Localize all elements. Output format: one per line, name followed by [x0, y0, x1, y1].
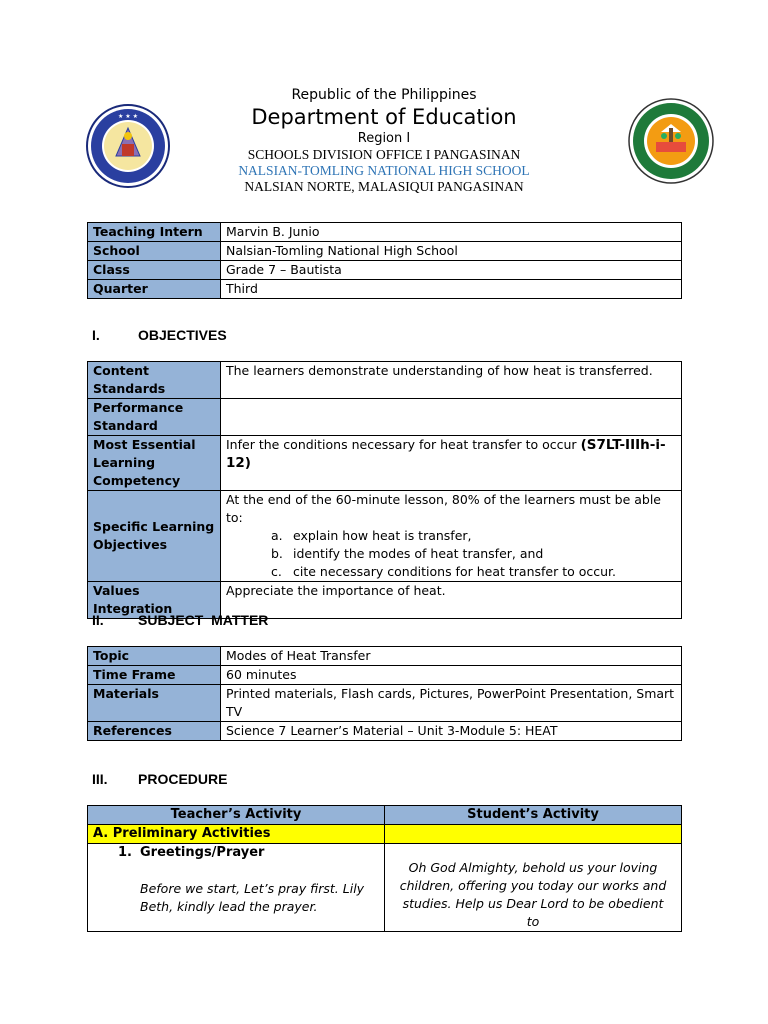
specific-objectives-value: [221, 491, 682, 582]
teacher-text: Before we start, Let’s pray first. Lily Beth, kindly lead the prayer.: [140, 881, 365, 914]
table-row: [88, 223, 682, 242]
list-marker: b.: [271, 546, 283, 561]
teacher-activity-header: Teacher’s Activity: [88, 806, 385, 825]
procedure-table: [87, 805, 682, 932]
list-item: [271, 527, 676, 545]
section-title: PROCEDURE: [138, 771, 228, 787]
table-row: [88, 806, 682, 825]
subject-label: Materials: [88, 685, 221, 722]
department-title: Department of Education: [251, 105, 517, 129]
table-row: [88, 722, 682, 741]
subject-value: 60 minutes: [221, 666, 682, 685]
info-label: School: [88, 242, 221, 261]
subject-matter-heading: [92, 612, 268, 628]
table-row: [88, 436, 682, 491]
preliminary-activities-blank: [385, 825, 682, 844]
student-text: Oh God Almighty, behold us your loving children, offering you today our works and studies. Help us Dear Lord to be obedient to: [399, 860, 667, 929]
specific-objectives-label: Specific Learning Objectives: [88, 491, 221, 582]
content-standards-value: The learners demonstrate understanding of how heat is transferred.: [221, 362, 682, 399]
list-text: cite necessary conditions for heat transfer to occur.: [293, 564, 617, 579]
subject-label: References: [88, 722, 221, 741]
list-item: [271, 563, 676, 581]
info-value: Grade 7 – Bautista: [221, 261, 682, 280]
info-value: Marvin B. Junio: [221, 223, 682, 242]
table-row: [88, 666, 682, 685]
melc-text: Infer the conditions necessary for heat transfer to occur: [226, 437, 577, 452]
subject-matter-table: [87, 646, 682, 741]
specific-objectives-intro: At the end of the 60-minute lesson, 80% of the learners must be able to:: [226, 492, 661, 525]
melc-label: Most Essential Learning Competency: [88, 436, 221, 491]
section-number: I.: [92, 327, 100, 343]
intern-info-table: [87, 222, 682, 299]
republic-line: Republic of the Philippines: [291, 87, 477, 103]
subject-value: Science 7 Learner’s Material – Unit 3-Module 5: HEAT: [221, 722, 682, 741]
table-row: [88, 261, 682, 280]
subject-label: Time Frame: [88, 666, 221, 685]
performance-standard-value: [221, 399, 682, 436]
student-activity-header: Student’s Activity: [385, 806, 682, 825]
step-title-text: Greetings/Prayer: [140, 845, 265, 860]
info-label: Class: [88, 261, 221, 280]
list-text: explain how heat is transfer,: [293, 528, 472, 543]
region-line: Region I: [357, 131, 411, 146]
table-row: [88, 491, 682, 582]
subject-label: Topic: [88, 647, 221, 666]
list-marker: c.: [271, 564, 282, 579]
performance-standard-label: Performance Standard: [88, 399, 221, 436]
document-header: [0, 86, 768, 195]
table-row: [88, 280, 682, 299]
subject-value: Modes of Heat Transfer: [221, 647, 682, 666]
section-title: OBJECTIVES: [138, 327, 227, 343]
step-marker: 1.: [118, 845, 132, 860]
info-label: Teaching Intern: [88, 223, 221, 242]
melc-value: [221, 436, 682, 491]
content-standards-label: Content Standards: [88, 362, 221, 399]
info-value: Nalsian-Tomling National High School: [221, 242, 682, 261]
address-line: NALSIAN NORTE, MALASIQUI PANGASINAN: [244, 179, 524, 194]
list-item: [271, 545, 676, 563]
teacher-activity-cell: [88, 844, 385, 932]
section-number: II.: [92, 612, 104, 628]
info-label: Quarter: [88, 280, 221, 299]
table-row: [88, 362, 682, 399]
subject-value: Printed materials, Flash cards, Pictures, PowerPoint Presentation, Smart TV: [221, 685, 682, 722]
info-value: Third: [221, 280, 682, 299]
objectives-list: [226, 527, 676, 581]
table-row: [88, 825, 682, 844]
table-row: [88, 242, 682, 261]
step-title: [118, 844, 379, 862]
list-text: identify the modes of heat transfer, and: [293, 546, 544, 561]
table-row: [88, 685, 682, 722]
student-activity-cell: [385, 844, 682, 932]
list-marker: a.: [271, 528, 283, 543]
values-integration-label: Values Integration: [88, 582, 221, 619]
table-row: [88, 647, 682, 666]
melc-code: (S7LT-IIIh-i-12): [226, 437, 666, 471]
section-title: SUBJECT MATTER: [138, 612, 269, 628]
table-row: [88, 844, 682, 932]
values-integration-value: Appreciate the importance of heat.: [221, 582, 682, 619]
procedure-heading: [92, 771, 227, 787]
section-number: III.: [92, 771, 108, 787]
school-line: NALSIAN-TOMLING NATIONAL HIGH SCHOOL: [238, 163, 530, 178]
table-row: [88, 399, 682, 436]
division-line: SCHOOLS DIVISION OFFICE I PANGASINAN: [247, 147, 521, 162]
svg-text:★ ★ ★: ★ ★ ★: [118, 113, 138, 120]
objectives-heading: [92, 327, 227, 343]
objectives-table: [87, 361, 682, 619]
preliminary-activities-label: A. Preliminary Activities: [88, 825, 385, 844]
